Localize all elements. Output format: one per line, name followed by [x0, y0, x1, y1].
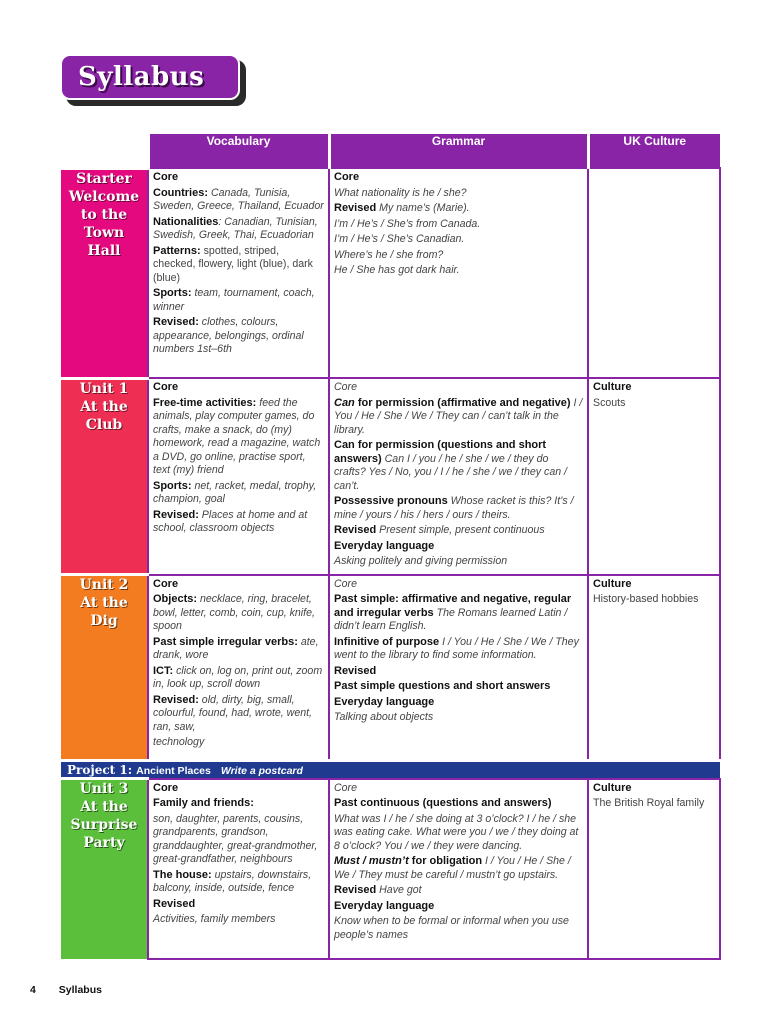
- header-blank: [61, 134, 148, 168]
- grammar-line: [334, 540, 583, 554]
- vocabulary-line: [153, 287, 324, 314]
- example-text: The Romans learned Latin / didn’t learn English.: [334, 606, 568, 632]
- grammar-line: [334, 218, 583, 232]
- bold-term: Can for permission (questions and short answers): [334, 439, 547, 465]
- example-text: : Canadian, Tunisian, Swedish, Greek, Thai, Ecuadorian: [153, 215, 318, 241]
- example-text: I’m / He’s / She’s from Canada.: [334, 217, 481, 230]
- bold-term: Everyday language: [334, 695, 435, 708]
- project-row: [61, 761, 720, 779]
- example-text: Activities, family members: [153, 913, 276, 925]
- example-text: Where’s he / she from?: [334, 248, 444, 261]
- bold-term: Nationalities: [153, 215, 219, 228]
- grammar-line: [334, 264, 583, 278]
- vocabulary-line: [153, 736, 324, 750]
- bold-term: for permission (affirmative and negative): [354, 396, 571, 409]
- unit-row: [61, 779, 720, 959]
- bold-term: Revised: [334, 884, 377, 896]
- grammar-line: [334, 171, 583, 185]
- page-title: Syllabus: [78, 62, 205, 92]
- unit-label-line: to the: [80, 206, 128, 223]
- example-text: technology: [153, 736, 205, 748]
- bold-term: Core: [153, 171, 179, 183]
- unit-label-line: Town: [83, 224, 125, 241]
- bold-term: Revised: [334, 202, 377, 214]
- example-text: Know when to be formal or informal when you use people’s names: [334, 915, 569, 941]
- unit-label-line: Dig: [90, 613, 118, 629]
- grammar-line: [334, 711, 583, 725]
- grammar-line: [334, 233, 583, 247]
- bold-term: Infinitive of purpose: [334, 635, 440, 648]
- bold-term: The house:: [153, 868, 212, 881]
- vocabulary-line: [153, 797, 324, 811]
- unit-label-line: Unit 1: [79, 380, 129, 397]
- vocabulary-line: [153, 171, 324, 185]
- grammar-line: [334, 202, 583, 216]
- culture-text: The British Royal family: [593, 797, 705, 809]
- vocabulary-line: [153, 216, 324, 243]
- page-number: 4: [30, 984, 36, 996]
- grammar-line: [334, 915, 583, 942]
- bold-term: Past simple: affirmative and negative, regular and irregular verbs: [334, 593, 572, 619]
- grammar-cell: [329, 575, 588, 761]
- bold-term: Free-time activities:: [153, 396, 257, 409]
- example-text: old, dirty, big, small, colourful, found, had, wrote, went, ran, saw,: [153, 693, 312, 733]
- example-text: ate, drank, wore: [153, 635, 319, 661]
- header-row: [61, 134, 720, 168]
- bold-term: Past simple irregular verbs:: [153, 635, 298, 648]
- vocabulary-line: [153, 782, 324, 796]
- culture-line: [593, 782, 715, 796]
- syllabus-table: [61, 134, 721, 960]
- example-text: I / You / He / She / We / They went to the library to find some information.: [334, 635, 579, 661]
- example-text: feed the animals, play computer games, do crafts, make a snack, do (my) homework, read a magazine, watch a DVD, go online, practise sport, text (my) friend: [153, 396, 321, 476]
- example-text: net, racket, medal, trophy, champion, goal: [153, 479, 317, 505]
- vocabulary-cell: [148, 168, 329, 378]
- example-text: Have got: [376, 884, 422, 896]
- bold-italic-term: Must / mustn’t: [334, 855, 409, 867]
- bold-term: Countries:: [153, 186, 208, 199]
- bold-term: Past continuous (questions and answers): [334, 797, 552, 809]
- grammar-line: [334, 636, 583, 663]
- footer-label: Syllabus: [58, 984, 102, 996]
- example-text: upstairs, downstairs, balcony, inside, outside, fence: [153, 868, 312, 894]
- unit-label-line: Club: [85, 416, 123, 433]
- unit-row: [61, 168, 720, 378]
- example-text: What was I / he / she doing at 3 o’clock? I / he / she was eating cake. What were you / we / they doing at 8 o’clock? You / we / they were dancing.: [334, 812, 579, 852]
- bold-term: Culture: [593, 577, 632, 590]
- vocabulary-line: [153, 245, 324, 286]
- page-footer: [30, 984, 102, 996]
- example-text: He / She has got dark hair.: [334, 264, 460, 276]
- vocabulary-line: [153, 898, 324, 912]
- unit-label-line: Hall: [87, 242, 121, 259]
- unit-label-cell: [61, 575, 148, 761]
- culture-cell: [588, 168, 720, 378]
- vocabulary-line: [153, 913, 324, 927]
- example-text: My name’s (Marie).: [376, 202, 470, 214]
- bold-term: Everyday language: [334, 899, 435, 912]
- example-text: Present simple, present continuous: [376, 524, 545, 536]
- vocabulary-line: [153, 636, 324, 663]
- core-label: Core: [334, 577, 357, 590]
- bold-term: Family and friends:: [153, 797, 254, 809]
- vocabulary-line: [153, 381, 324, 395]
- vocabulary-cell: [148, 575, 329, 761]
- unit-row: [61, 575, 720, 761]
- grammar-cell: [329, 779, 588, 959]
- example-text: I / You / He / She / We / They must be careful / mustn’t go upstairs.: [334, 855, 571, 881]
- unit-label-cell: [61, 779, 148, 959]
- example-text: What nationality is he / she?: [334, 186, 467, 199]
- grammar-line: [334, 397, 583, 438]
- title-badge-face: [60, 54, 240, 100]
- bold-term: Core: [153, 781, 179, 794]
- unit-label-cell: [61, 168, 148, 378]
- grammar-line: [334, 680, 583, 694]
- bold-term: Sports:: [153, 479, 192, 492]
- example-text: Whose racket is this? It’s / mine / yours / his / hers / ours / theirs.: [334, 495, 574, 521]
- unit-label-line: Surprise: [70, 817, 138, 833]
- example-text: I’m / He’s / She’s Canadian.: [334, 233, 465, 245]
- unit-label-line: Welcome: [68, 188, 140, 205]
- culture-text: Scouts: [593, 396, 626, 409]
- example-text: Canada, Tunisia, Sweden, Greece, Thailand, Ecuador: [153, 186, 324, 212]
- bold-term: Revised: [334, 524, 377, 536]
- bold-term: Revised:: [153, 316, 199, 328]
- grammar-line: [334, 593, 583, 634]
- vocabulary-line: [153, 869, 324, 896]
- example-text: Asking politely and giving permission: [334, 555, 508, 567]
- plain-text: spotted, striped, checked, flowery, light (blue), dark (blue): [153, 244, 313, 284]
- vocabulary-line: [153, 593, 324, 634]
- grammar-line: [334, 884, 583, 898]
- vocabulary-line: [153, 694, 324, 735]
- header-culture: UK Culture: [588, 134, 720, 168]
- project-name: Ancient Places: [136, 764, 211, 777]
- grammar-line: [334, 249, 583, 263]
- culture-line: [593, 578, 715, 592]
- bold-term: Everyday language: [334, 539, 435, 552]
- example-text: Places at home and at school, classroom objects: [153, 508, 308, 534]
- bold-term: Possessive pronouns: [334, 495, 448, 507]
- grammar-line: [334, 665, 583, 679]
- header-grammar: Grammar: [329, 134, 588, 168]
- grammar-line: [334, 782, 583, 796]
- vocabulary-line: [153, 578, 324, 592]
- example-text: I / You / He / She / We / They can / can’t talk in the library.: [334, 396, 583, 436]
- bold-term: Revised:: [153, 508, 199, 521]
- bold-term: Revised: [153, 897, 196, 910]
- grammar-line: [334, 900, 583, 914]
- culture-cell: [588, 575, 720, 761]
- vocabulary-cell: [148, 378, 329, 575]
- example-text: team, tournament, coach, winner: [153, 287, 315, 313]
- grammar-line: [334, 555, 583, 569]
- unit-label-line: Unit 3: [79, 781, 129, 797]
- bold-term: Culture: [593, 381, 632, 393]
- bold-term: Core: [153, 577, 179, 590]
- example-text: Talking about objects: [334, 711, 434, 723]
- bold-italic-term: Can: [334, 396, 355, 409]
- bold-term: Core: [334, 171, 360, 183]
- example-text: son, daughter, parents, cousins, grandparents, grandson, granddaughter, great-grandmother, great-grandfather, neighbours: [153, 812, 318, 865]
- vocabulary-line: [153, 665, 324, 692]
- core-label: Core: [334, 381, 357, 393]
- culture-cell: [588, 378, 720, 575]
- vocabulary-line: [153, 813, 324, 867]
- unit-label-line: At the: [80, 595, 128, 611]
- bold-term: Sports:: [153, 287, 192, 299]
- bold-term: Revised: [334, 664, 377, 677]
- vocabulary-line: [153, 480, 324, 507]
- grammar-cell: [329, 378, 588, 575]
- example-text: click on, log on, print out, zoom in, look up, scroll down: [153, 664, 323, 690]
- culture-line: [593, 397, 715, 411]
- vocabulary-line: [153, 316, 324, 357]
- grammar-line: [334, 578, 583, 592]
- grammar-line: [334, 855, 583, 882]
- unit-label-line: Starter: [76, 170, 132, 187]
- unit-label-line: At the: [80, 398, 128, 415]
- bold-term: for obligation: [408, 855, 483, 867]
- vocabulary-cell: [148, 779, 329, 959]
- grammar-line: [334, 439, 583, 493]
- bold-term: Past simple questions and short answers: [334, 680, 551, 692]
- unit-row: [61, 378, 720, 575]
- culture-line: [593, 797, 715, 811]
- unit-label-line: Party: [83, 835, 125, 851]
- example-text: necklace, ring, bracelet, bowl, letter, comb, coin, cup, knife, spoon: [153, 593, 315, 632]
- vocabulary-line: [153, 509, 324, 536]
- core-label: Core: [334, 781, 357, 794]
- grammar-line: [334, 524, 583, 538]
- unit-label-line: Unit 2: [79, 577, 129, 593]
- title-badge: [60, 54, 246, 106]
- culture-line: [593, 593, 715, 607]
- grammar-line: [334, 797, 583, 811]
- unit-label-cell: [61, 378, 148, 575]
- bold-term: Core: [153, 381, 179, 393]
- grammar-line: [334, 187, 583, 201]
- culture-text: History-based hobbies: [593, 593, 699, 605]
- bold-term: Patterns:: [153, 244, 201, 257]
- culture-line: [593, 381, 715, 395]
- vocabulary-line: [153, 187, 324, 214]
- example-text: Can I / you / he / she / we / they do crafts? Yes / No, you / I / he / she / we / they can / can’t.: [334, 452, 567, 492]
- example-text: clothes, colours, appearance, belongings, ordinal numbers 1st–6th: [153, 316, 304, 355]
- bold-term: Revised:: [153, 693, 199, 706]
- grammar-line: [334, 381, 583, 395]
- grammar-cell: [329, 168, 588, 378]
- bold-term: Culture: [593, 781, 632, 794]
- grammar-line: [334, 696, 583, 710]
- unit-label-line: At the: [80, 799, 128, 815]
- bold-term: Objects:: [153, 593, 198, 605]
- project-cell: [61, 761, 720, 779]
- project-task: Write a postcard: [220, 764, 303, 777]
- bold-term: ICT:: [153, 664, 174, 677]
- project-label: Project 1:: [67, 762, 133, 777]
- grammar-line: [334, 813, 583, 854]
- grammar-line: [334, 495, 583, 522]
- vocabulary-line: [153, 397, 324, 478]
- culture-cell: [588, 779, 720, 959]
- header-vocabulary: Vocabulary: [148, 134, 329, 168]
